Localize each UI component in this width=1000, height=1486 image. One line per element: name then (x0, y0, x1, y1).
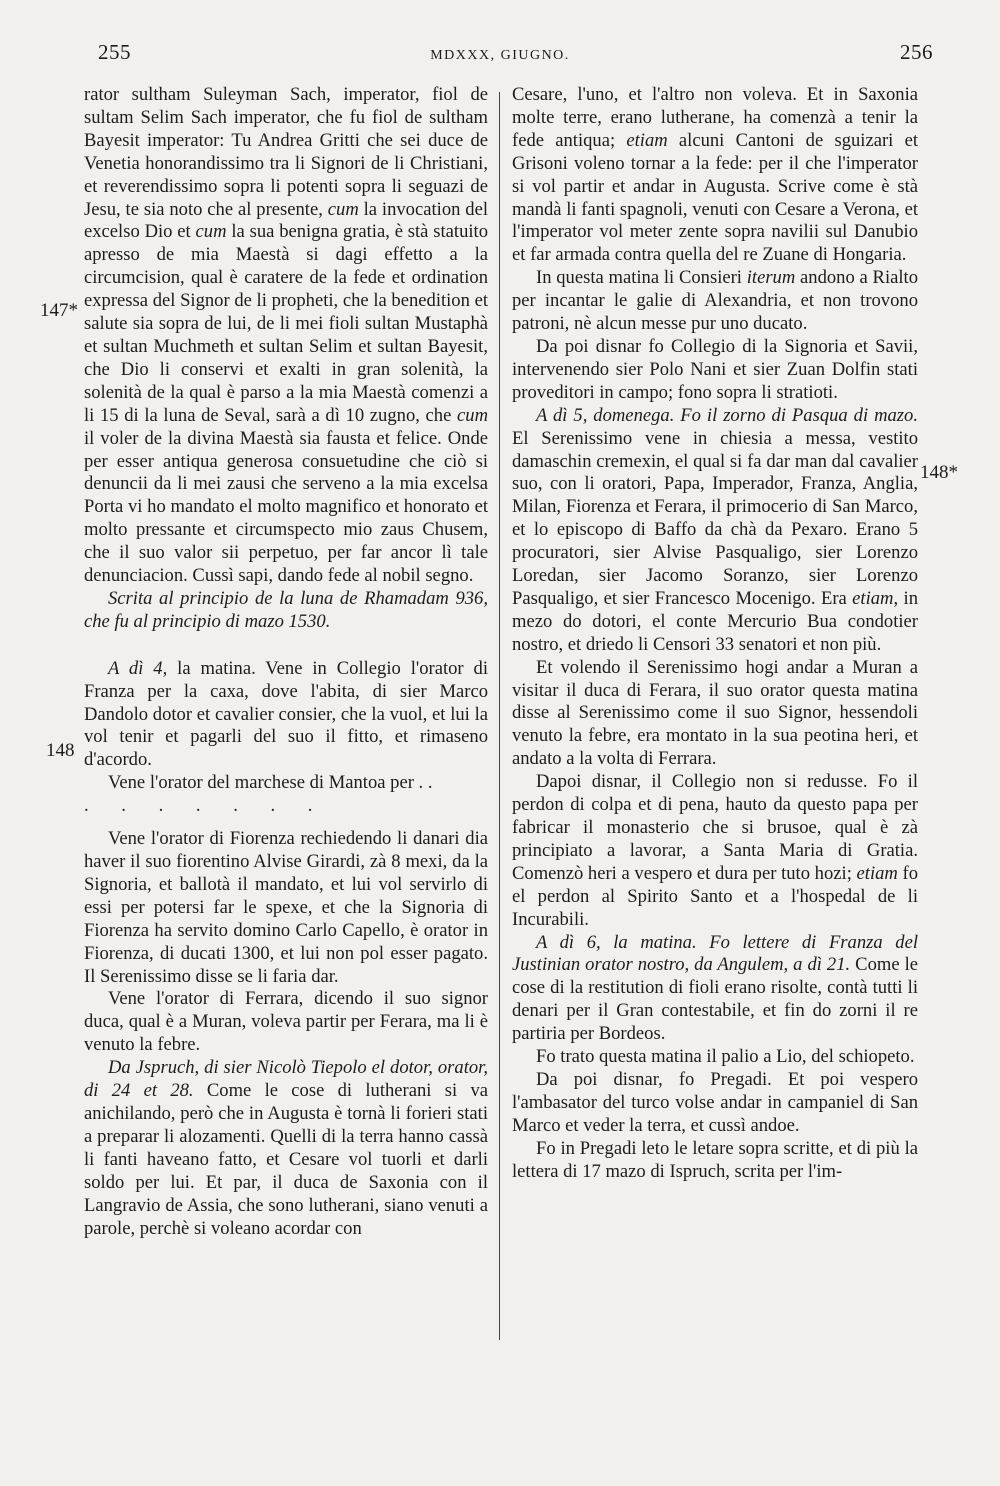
paragraph-perdon: Dapoi disnar, il Collegio non si redusse. Fo il perdon di colpa et di pena, hauto da questo papa per fabricar il monasterio che si brusoe, qual è zà principiato a lavorar, a Santa Maria di Gratia. Comenzò heri a vespero et dura per tuto hozi; etiam fo el perdon al Spirito Santo et a l'hospedal de li Incurabili. (512, 771, 918, 930)
paragraph-a-di-6: A dì 6, la matina. Fo lettere di Franza del Justinian orator nostro, da Angulem, a dì 21. Come le cose di la restitution di fioli erano risolte, contà tutti li denari per il Gran contestabile, et fin do zorni il re partiria per Bordeos. (512, 931, 918, 1045)
paragraph-letare: Fo in Pregadi leto le letare sopra scritte, et di più la lettera di 17 mazo di Ispruch, scrita per l'im- (512, 1137, 918, 1182)
column-divider (499, 92, 500, 1340)
paragraph-a-di-4: A dì 4, la matina. Vene in Collegio l'orator di Franza per la caxa, dove l'abita, di sier Marco Dandolo dotor et cavalier consier, che la vuol, et lui la vol tenir et pagarli del suo il fitto, et rimaseno d'acordo. (84, 657, 488, 771)
margin-note-148: 148 (46, 740, 75, 761)
paragraph-a-di-5: A dì 5, domenega. Fo il zorno di Pasqua di mazo. El Serenissimo vene in chiesia a messa, vestito damaschin cremexin, el qual si fa dar man dal cavalier suo, con li oratori, Papa, Imperador, Franza, Anglia, Milan, Fiorenza et Ferara, il primocerio di San Marco, et lo episcopo di Baffo da chà da Pexaro. Erano 5 procuratori, sier Alvise Pasqualigo, sier Lorenzo Loredan, sier Jacomo Soranzo, sier Lorenzo Pasqualigo, et sier Francesco Mocenigo. Era etiam, in mezo do dotori, el conte Mercurio Bua condotier nostro, et driedo li Censori 33 senatori et non più. (512, 404, 919, 655)
paragraph-muran: Et volendo il Serenissimo hogi andar a Muran a visitar il duca di Ferara, il suo orator questa matina disse al Serenissimo come il suo Signor, hessendoli venuto la febre, era montato in la sua peotina heri, et andato a la volta di Ferrara. (512, 656, 918, 770)
margin-note-148-star: 148* (920, 462, 958, 483)
page-number-left: 255 (98, 40, 131, 64)
page-number-right: 256 (900, 40, 933, 64)
paragraph-collegio: Da poi disnar fo Collegio di la Signoria et Savii, intervenendo sier Polo Nani et sier Zuan Dolfin stati proveditori in campo; fono sopra li stratioti. (512, 335, 918, 403)
paragraph-palio: Fo trato questa matina il palio a Lio, del schiopeto. (536, 1046, 915, 1068)
paragraph-mantoa: Vene l'orator del marchese di Mantoa per . . (108, 772, 433, 794)
paragraph-ellipsis: . . . . . . . (84, 795, 327, 817)
paragraph-letter: rator sultham Suleyman Sach, imperator, fiol de sultam Selim Sach imperator, che fu fiol de sultham Bayesit imperator: Tu Andrea Gritti che sei duce de Venetia honorandissimo tra li Signori de li Christiani, et reverendissimo sopra li potenti sopra li seguazi de Jesu, te sia noto che al presente, cum la invocation del excelso Dio et cum la sua benigna gratia, è stà statuito apresso de mia Maestà si dagi effetto a la circumcision, qual è caratere de la fede et ordination expressa del Signor de li propheti, che la benedition et salute sia sopra de lui, de li mei fioli sultan Mustaphà et sultan Muchmeth et sultan Selim et sultan Bayesit, che Dio li conservi et exalti in gran solenità, la solenità de la qual è parso a la mia Maestà comenzi a li 15 di la luna de Seval, sarà a dì 10 zugno, che cum il voler de la divina Maestà sia fausta et felice. Onde per esser antiqua generosa consuetudine che ciò si denuncii da li mei zausi che serveno a la mia excelsa Porta vi ho mandato el molto magnifico et honorato et molto pressante et circumspecto mio zaus Chusem, che il suo valor sii perpetuo, per far ancor lì tale denunciacion. Cussì sapi, dando fede al nobil segno. (84, 84, 489, 587)
paragraph-signature: Scrita al principio de la luna de Rhamadam 936, che fu al principio di mazo 1530. (84, 587, 488, 632)
paragraph-jspruch: Da Jspruch, di sier Nicolò Tiepolo el dotor, orator, di 24 et 28. Come le cose di lutherani si va anichilando, però che in Augusta è tornà li forieri stati a preparar li alozamenti. Quelli di la terra hanno cassà li fanti haveano fatto, et Cesare vol tuorli et darli soldo per lui. Et par, il duca de Saxonia con il Langravio de Assia, che sono lutherani, siano venuti a parole, perchè si voleano acordar con (84, 1057, 488, 1239)
paragraph-consieri: In questa matina li Consieri iterum andono a Rialto per incantar le galie di Alexandria, et non trovono patroni, nè alcun messe pur uno ducato. (512, 267, 918, 335)
running-title: MDXXX, GIUGNO. (430, 48, 570, 63)
paragraph-pregadi: Da poi disnar, fo Pregadi. Et poi vespero l'ambasator del turco volse andar in campaniel di San Marco et veder la terra, et cussì andoe. (512, 1068, 918, 1136)
page-header (0, 40, 1000, 80)
left-column (84, 84, 488, 1240)
right-column (512, 84, 918, 1184)
paragraph-ferrara: Vene l'orator di Ferrara, dicendo il suo signor duca, qual è a Muran, voleva partir per Ferara, ma li è venuto la febre. (84, 988, 488, 1056)
paragraph-cesare: Cesare, l'uno, et l'altro non voleva. Et in Saxonia molte terre, erano lutherane, ha comenzà a tenir la fede antiqua; etiam alcuni Cantoni de sguizari et Grisoni voleno tornar a la fede: per il che l'imperator si vol partir et andar in Augusta. Scrive come è stà mandà li fanti spagnoli, venuti con Cesare a Verona, et l'imperator vol meter zente sopra navilii sul Danubio et far armada contra quella del re Zuane di Hongaria. (512, 84, 919, 266)
paragraph-fiorenza: Vene l'orator di Fiorenza rechiedendo li danari dia haver il suo fiorentino Alvise Girardi, zà 8 mexi, da la Signoria, et ballotà il mandato, et lui vol servirlo di essi per potersi far le spexe, et che la Signoria di Fiorenza ha servito domino Carlo Capello, è orator in Fiorenza, di ducati 1300, et lui non pol esser pagato. Il Serenissimo disse se li faria dar. (84, 828, 488, 987)
margin-note-147: 147* (40, 300, 78, 321)
